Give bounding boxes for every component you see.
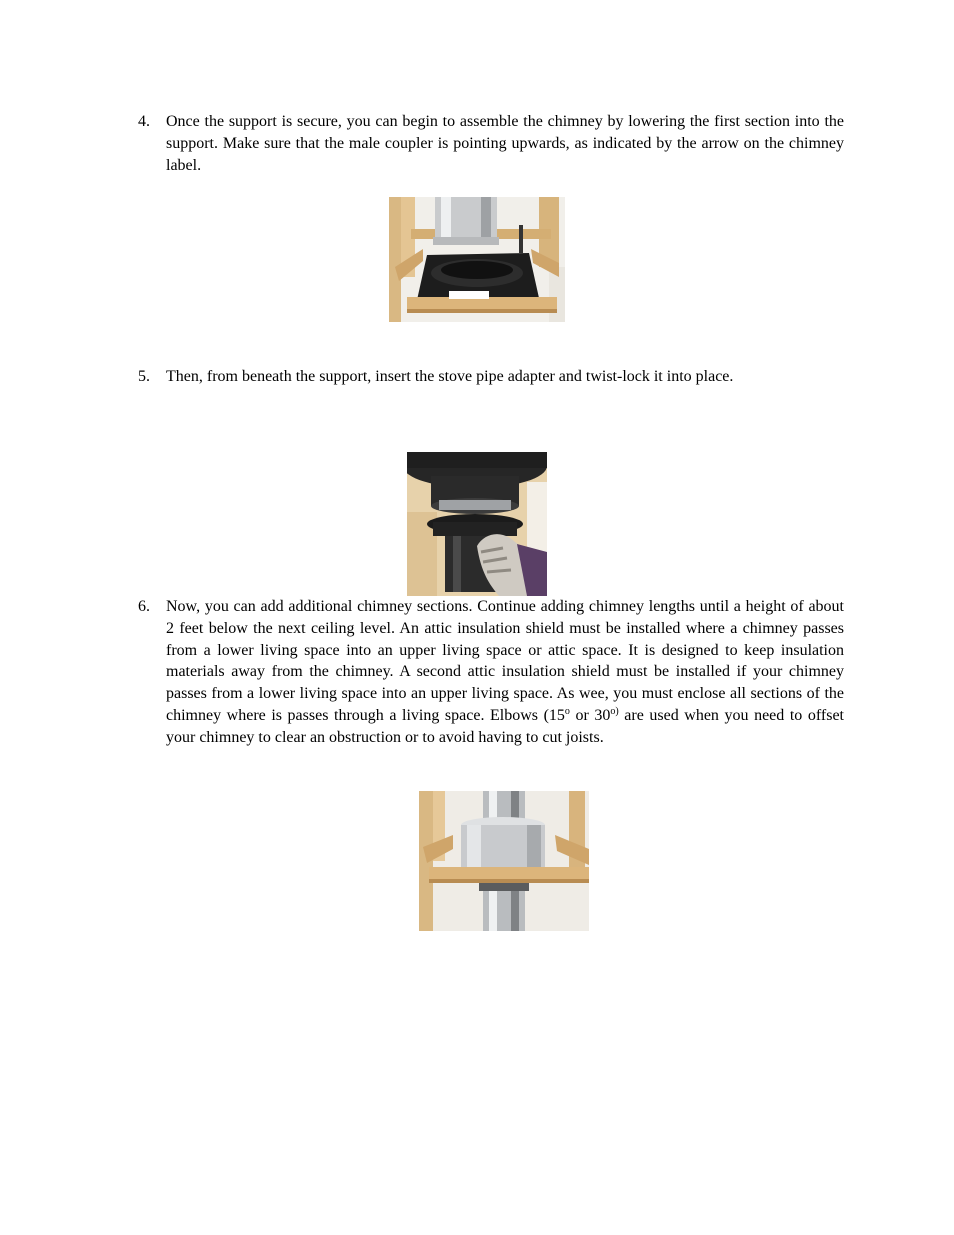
stove-pipe-adapter-photo bbox=[407, 452, 547, 596]
step-number: 6. bbox=[138, 598, 150, 615]
step-text-part-3: are used when you need to offset your chimney to clear an obstruction or to avoid having to cut joists. bbox=[166, 706, 844, 746]
step-text-part-1: Now, you can add additional chimney sections. Continue adding chimney lengths until a height of about 2 feet below the next ceiling level. An attic insulation shield must be installed where a chimney passes from a lower living space into an upper living space or attic space. It is designed to keep insulation materials away from the chimney. A second attic insulation shield must be installed if your chimney passes from a lower living space into an upper living space. As wee, you must enclose all sections of the chimney where is passes through a living space. Elbows (15 bbox=[166, 598, 844, 724]
step-text: Then, from beneath the support, insert the stove pipe adapter and twist-lock it into place. bbox=[166, 368, 734, 385]
step-number: 4. bbox=[138, 113, 150, 130]
step-6 bbox=[138, 596, 844, 749]
step-number: 5. bbox=[138, 368, 150, 385]
step-text: Once the support is secure, you can begin to assemble the chimney by lowering the first section into the support. Make sure that the male coupler is pointing upwards, as indicated by the arrow on the chimney label. bbox=[166, 113, 844, 174]
chimney-support-photo bbox=[389, 197, 565, 322]
degree-superscript-2: o) bbox=[610, 705, 619, 717]
step-text bbox=[166, 596, 844, 749]
step-text-part-2: or 30 bbox=[569, 706, 611, 724]
step-4 bbox=[138, 111, 844, 176]
step-5 bbox=[138, 366, 844, 388]
degree-superscript-1: o bbox=[564, 705, 570, 717]
chimney-section-photo bbox=[419, 791, 589, 931]
